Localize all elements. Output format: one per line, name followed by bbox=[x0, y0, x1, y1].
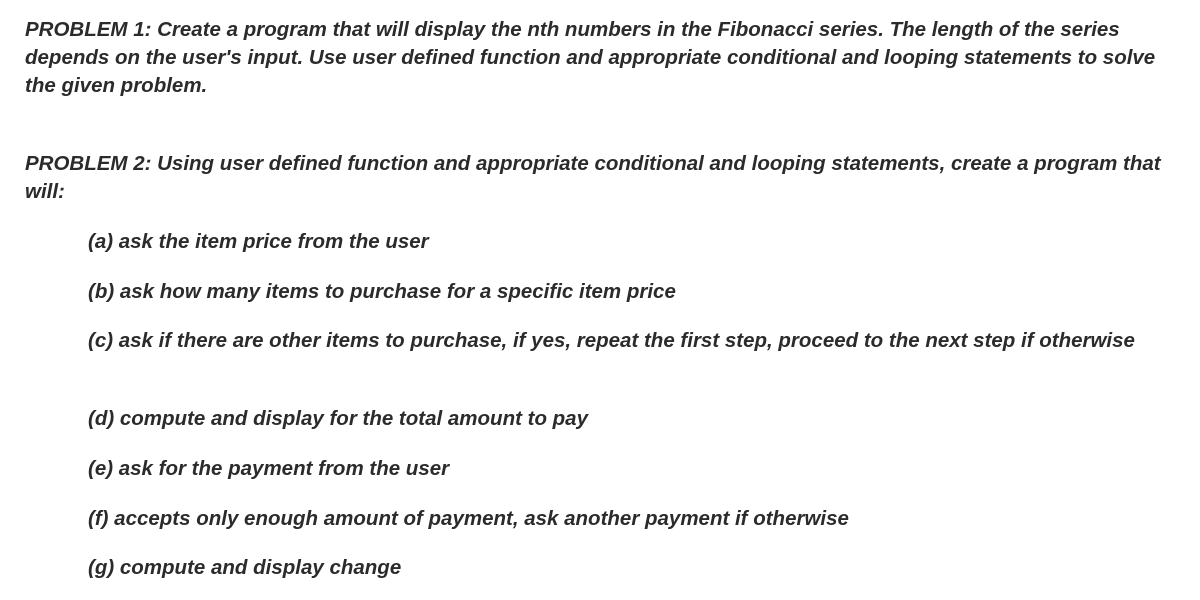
problem-2-step-c: (c) ask if there are other items to purchase, if yes, repeat the first step, proceed to the next step if otherwise bbox=[88, 329, 1135, 352]
problem-2-step-e: (e) ask for the payment from the user bbox=[88, 457, 450, 480]
problem-2-step-a: (a) ask the item price from the user bbox=[88, 230, 429, 253]
problem-2-step-g: (g) compute and display change bbox=[88, 556, 402, 579]
problem-2-statement: PROBLEM 2: Using user defined function and appropriate conditional and looping statements, create a program that will: bbox=[25, 152, 1161, 203]
problem-2-step-f: (f) accepts only enough amount of payment, ask another payment if otherwise bbox=[88, 507, 849, 530]
problem-2-step-b: (b) ask how many items to purchase for a specific item price bbox=[88, 280, 676, 303]
problem-1-statement: PROBLEM 1: Create a program that will display the nth numbers in the Fibonacci series. The length of the series depends on the user's input. Use user defined function and appropriate conditional and looping statements to solve the given problem. bbox=[25, 18, 1156, 97]
problem-2-step-d: (d) compute and display for the total amount to pay bbox=[88, 407, 588, 430]
